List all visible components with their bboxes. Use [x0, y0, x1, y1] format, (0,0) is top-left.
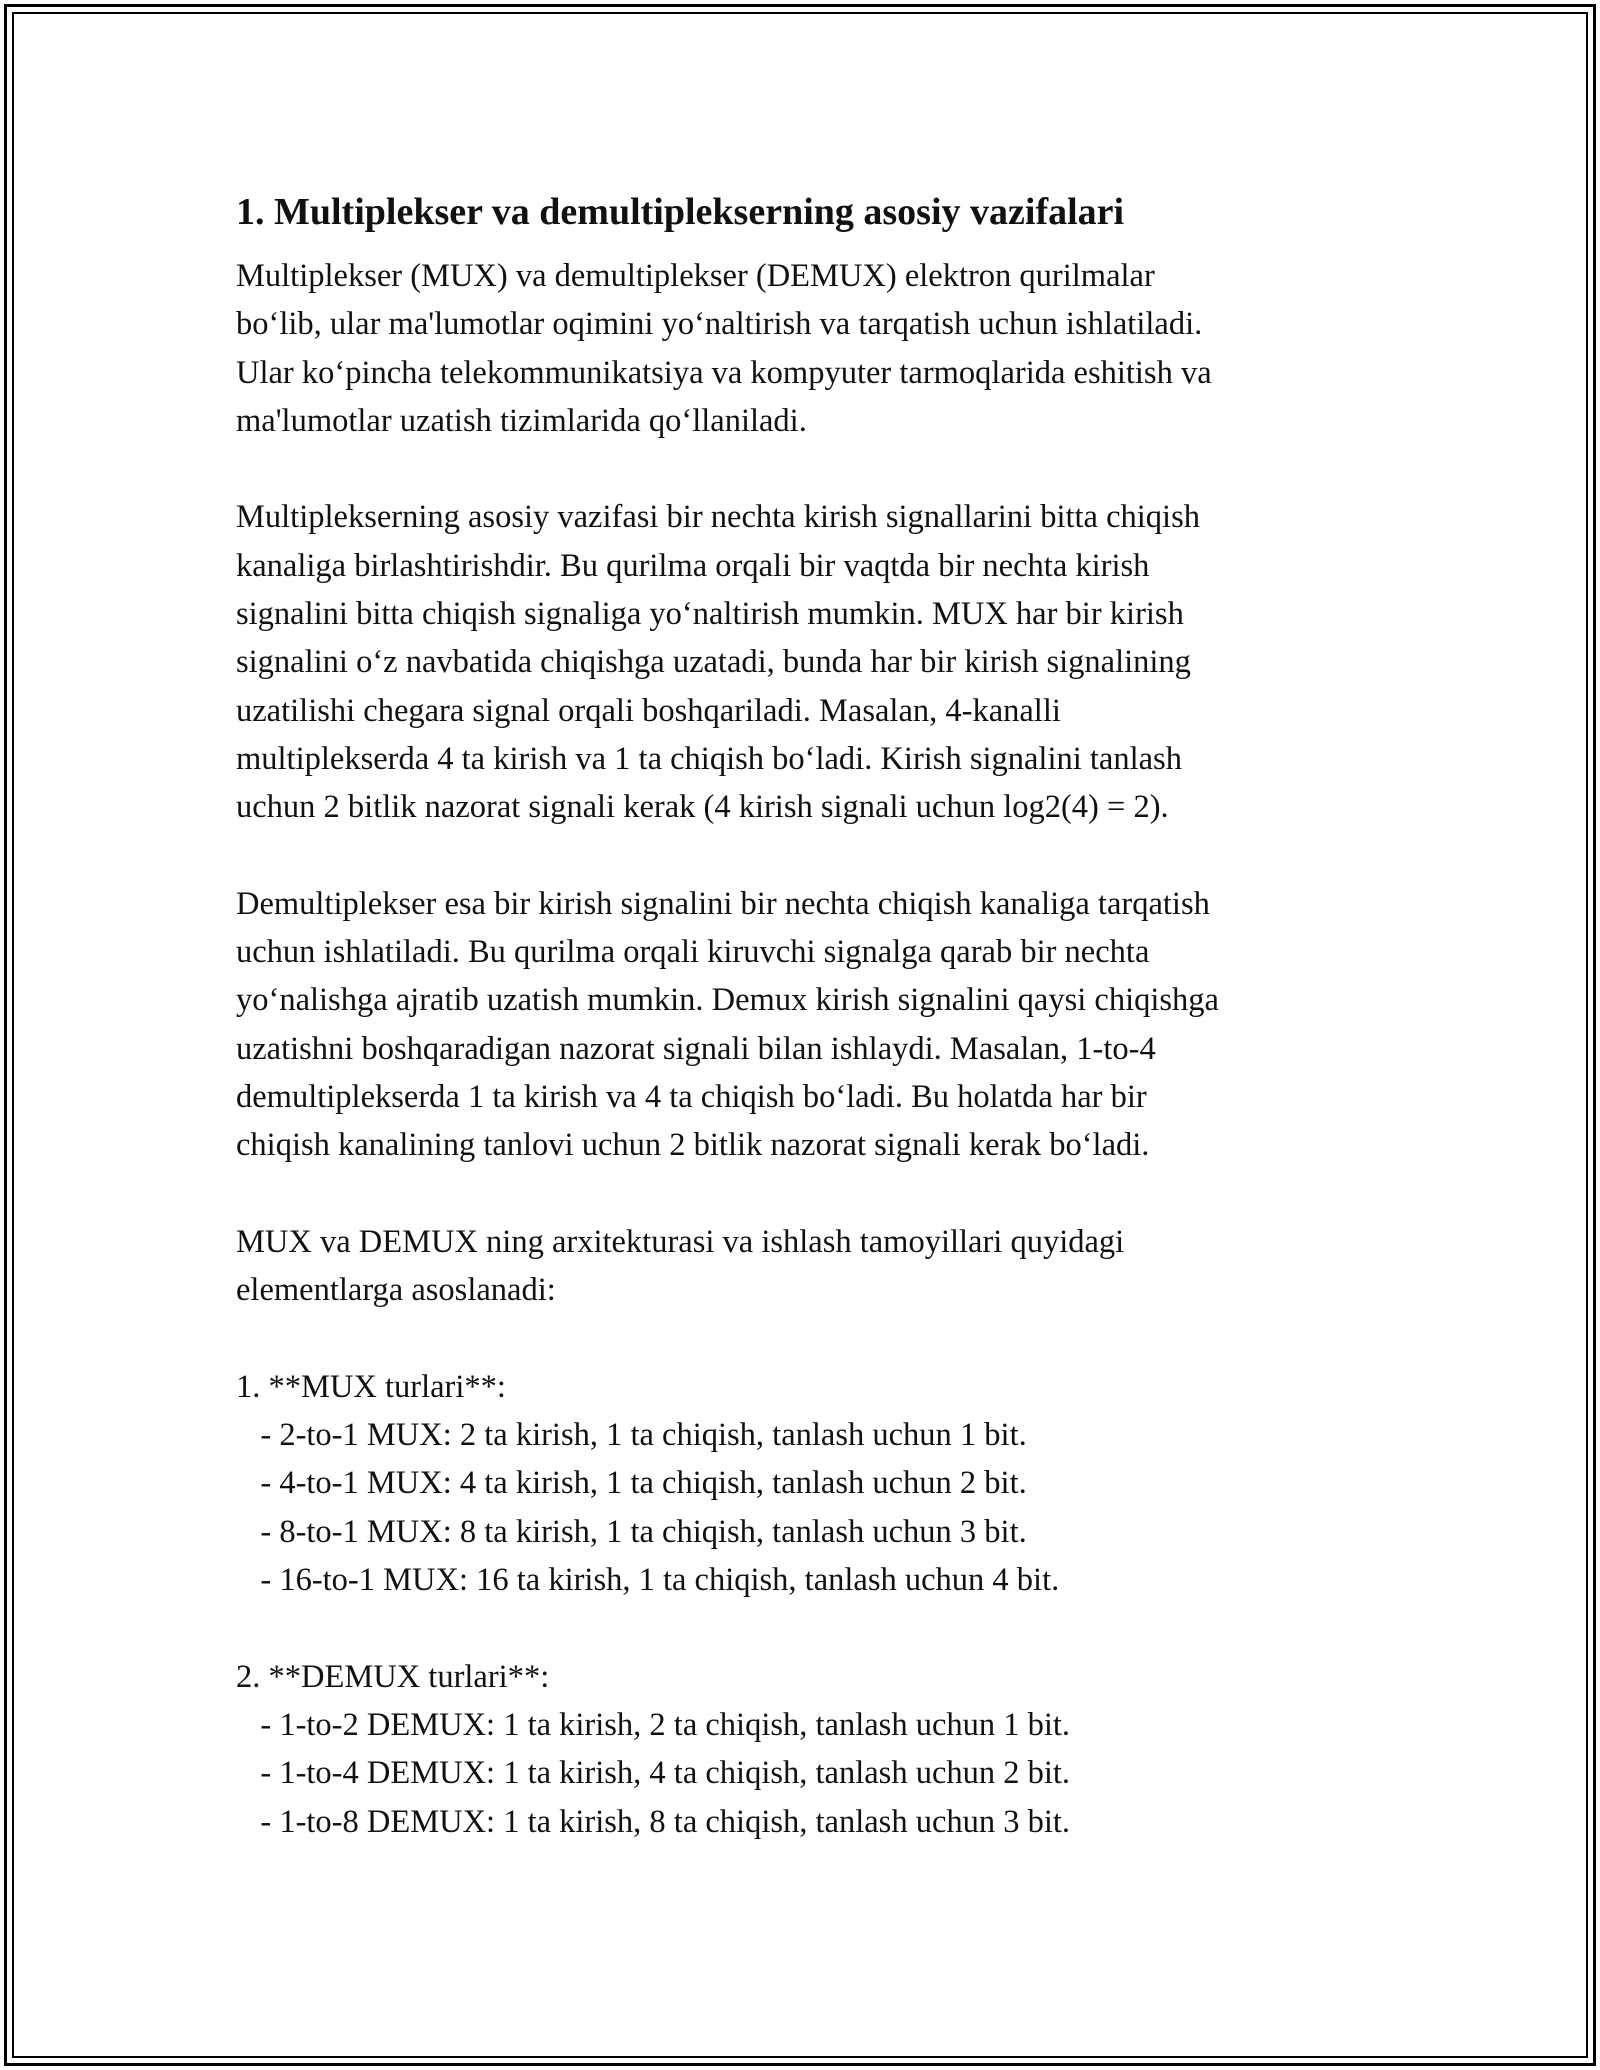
list-item: - 4-to-1 MUX: 4 ta kirish, 1 ta chiqish, tanlash uchun 2 bit.	[236, 1465, 1027, 1502]
paragraph-demux	[236, 880, 1386, 1170]
text-line: Demultiplekser esa bir kirish signalini bir nechta chiqish kanaliga tarqatish	[236, 885, 1210, 922]
text-line: Multiplekser (MUX) va demultiplekser (DEMUX) elektron qurilmalar	[236, 258, 1155, 294]
list-title: 1. **MUX turlari**:	[236, 1368, 506, 1405]
text-line: uchun ishlatiladi. Bu qurilma orqali kiruvchi signalga qarab bir nechta	[236, 934, 1150, 971]
text-line: yo‘nalishga ajratib uzatish mumkin. Demux kirish signalini qaysi chiqishga	[236, 982, 1219, 1019]
mux-types-list	[236, 1363, 1386, 1604]
text-line: uzatilishi chegara signal orqali boshqariladi. Masalan, 4-kanalli	[236, 692, 1061, 729]
list-item: - 8-to-1 MUX: 8 ta kirish, 1 ta chiqish, tanlash uchun 3 bit.	[236, 1513, 1027, 1550]
paragraph-mux	[236, 493, 1386, 831]
text-line: uzatishni boshqaradigan nazorat signali bilan ishlaydi. Masalan, 1-to-4	[236, 1030, 1156, 1067]
text-line: signalini bitta chiqish signaliga yo‘naltirish mumkin. MUX har bir kirish	[236, 596, 1184, 633]
text-line: MUX va DEMUX ning arxitekturasi va ishlash tamoyillari quyidagi	[236, 1223, 1125, 1260]
list-item: - 16-to-1 MUX: 16 ta kirish, 1 ta chiqish, tanlash uchun 4 bit.	[236, 1562, 1060, 1599]
list-item: - 1-to-2 DEMUX: 1 ta kirish, 2 ta chiqish, tanlash uchun 1 bit.	[236, 1706, 1071, 1743]
demux-types-list	[236, 1653, 1386, 1846]
paragraph-architecture	[236, 1218, 1386, 1315]
list-item: - 1-to-8 DEMUX: 1 ta kirish, 8 ta chiqish, tanlash uchun 3 bit.	[236, 1803, 1071, 1840]
list-title: 2. **DEMUX turlari**:	[236, 1658, 550, 1695]
text-line: multiplekserda 4 ta kirish va 1 ta chiqish bo‘ladi. Kirish signalini tanlash	[236, 740, 1182, 777]
text-line: signalini o‘z navbatida chiqishga uzatadi, bunda har bir kirish signalining	[236, 644, 1191, 681]
document-body	[236, 186, 1386, 1894]
text-line: uchun 2 bitlik nazorat signali kerak (4 kirish signali uchun log2(4) = 2).	[236, 789, 1169, 826]
list-item: - 1-to-4 DEMUX: 1 ta kirish, 4 ta chiqish, tanlash uchun 2 bit.	[236, 1755, 1071, 1792]
text-line: Multiplekserning asosiy vazifasi bir nechta kirish signallarini bitta chiqish	[236, 499, 1200, 536]
text-line: kanaliga birlashtirishdir. Bu qurilma orqali bir vaqtda bir nechta kirish	[236, 547, 1150, 584]
list-item: - 2-to-1 MUX: 2 ta kirish, 1 ta chiqish, tanlash uchun 1 bit.	[236, 1417, 1027, 1454]
text-line: chiqish kanalining tanlovi uchun 2 bitlik nazorat signali kerak bo‘ladi.	[236, 1127, 1150, 1164]
paragraph-intro	[236, 252, 1386, 445]
text-line: elementlarga asoslanadi:	[236, 1272, 556, 1309]
text-line: Ular ko‘pincha telekommunikatsiya va kompyuter tarmoqlarida eshitish va	[236, 354, 1212, 391]
text-line: ma'lumotlar uzatish tizimlarida qo‘llaniladi.	[236, 402, 807, 439]
section-heading: 1. Multiplekser va demultiplekserning asosiy vazifalari	[236, 191, 1125, 233]
text-line: bo‘lib, ular ma'lumotlar oqimini yo‘naltirish va tarqatish uchun ishlatiladi.	[236, 306, 1203, 343]
text-line: demultiplekserda 1 ta kirish va 4 ta chiqish bo‘ladi. Bu holatda har bir	[236, 1079, 1147, 1116]
